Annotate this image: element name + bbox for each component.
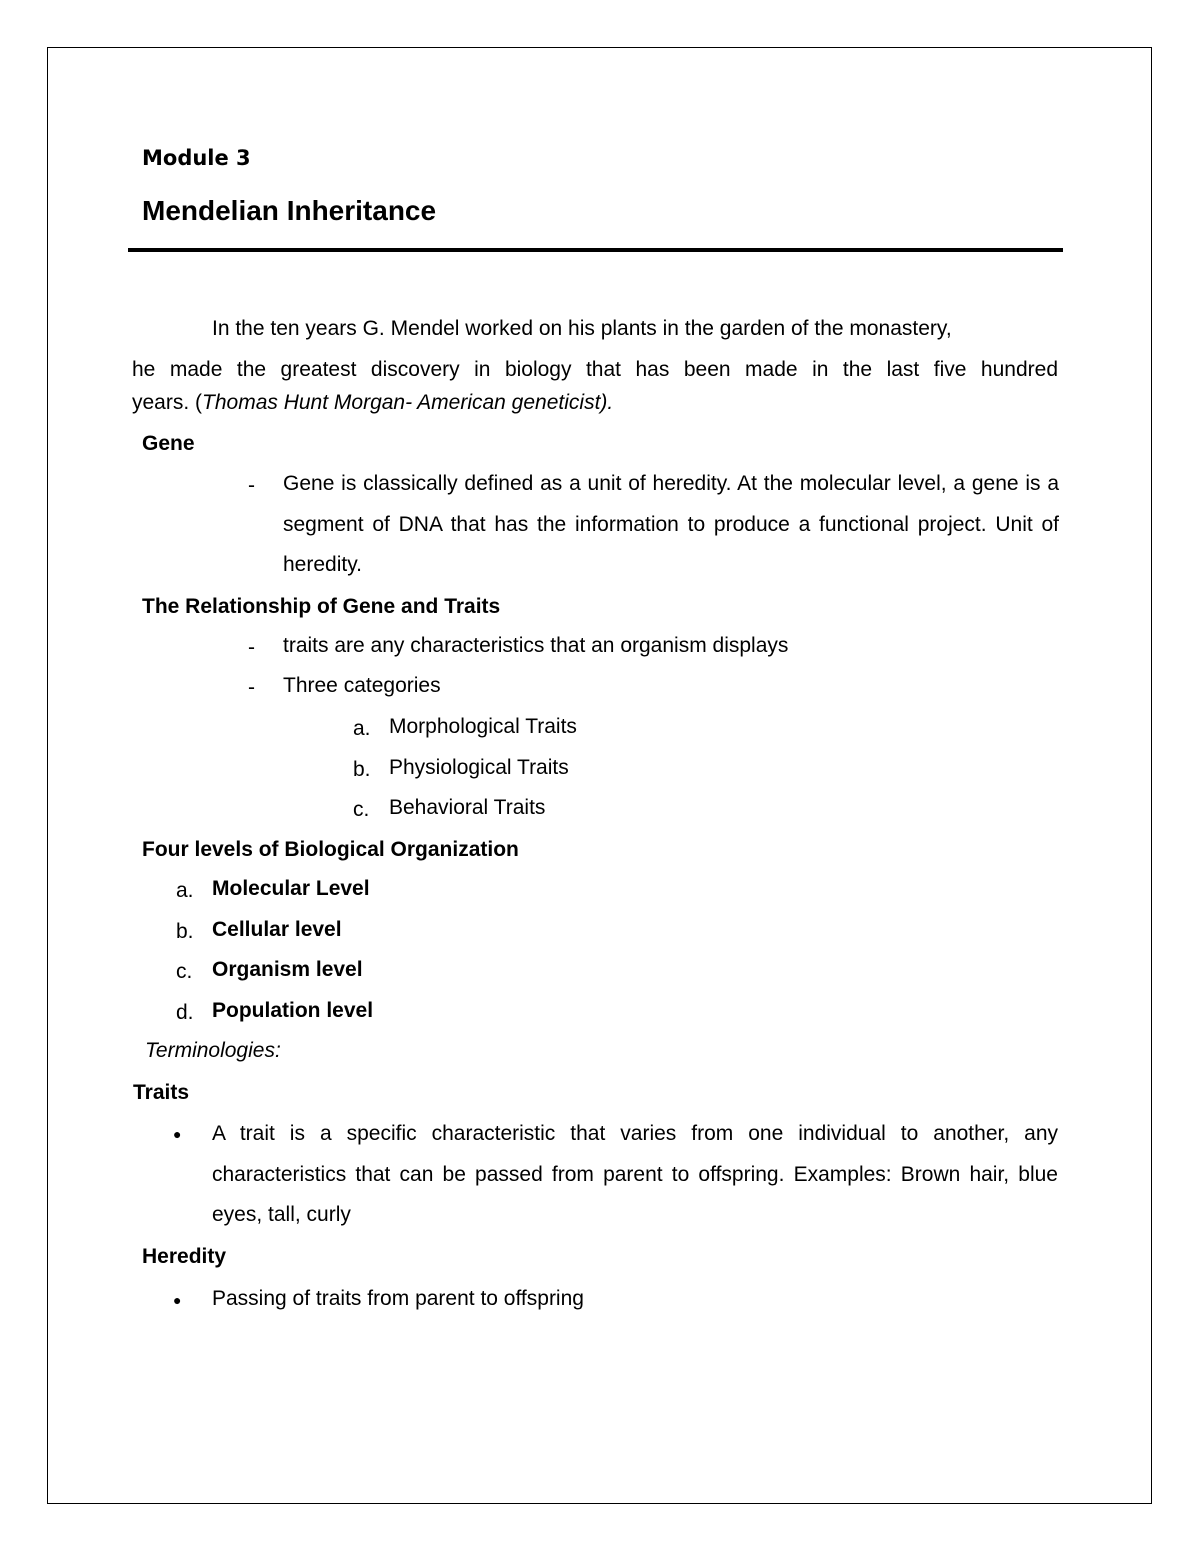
level-marker-d: d. xyxy=(176,1001,194,1024)
traits-definition: A trait is a specific characteristic that varies from one individual to another, any characteristics that can be passed from parent to offspring. Examples: Brown hair, blue eyes, tall, curly xyxy=(212,1122,1058,1227)
relationship-item-2: Three categories xyxy=(283,674,441,697)
gene-dash: - xyxy=(248,474,255,497)
level-marker-a: a. xyxy=(176,879,194,902)
category-marker-c: c. xyxy=(353,798,370,821)
heredity-heading: Heredity xyxy=(142,1245,227,1268)
traits-heading: Traits xyxy=(133,1081,190,1104)
title-rule xyxy=(128,248,1063,252)
category-morphological: Morphological Traits xyxy=(389,715,577,738)
level-organism: Organism level xyxy=(212,958,363,981)
intro-line-2: he made the greatest discovery in biology that has been made in the last five hundred xyxy=(132,358,1058,381)
level-population: Population level xyxy=(212,999,374,1022)
gene-heading: Gene xyxy=(142,432,195,455)
terminologies-label: Terminologies: xyxy=(145,1039,281,1062)
heredity-bullet: ● xyxy=(173,1292,182,1308)
level-marker-b: b. xyxy=(176,920,194,943)
category-marker-b: b. xyxy=(353,758,371,781)
level-marker-c: c. xyxy=(176,960,193,983)
gene-definition: Gene is classically defined as a unit of heredity. At the molecular level, a gene is a segment of DNA that has the information to produce a functional project. Unit of heredity. xyxy=(283,472,1059,577)
page-title: Mendelian Inheritance xyxy=(142,195,437,226)
relationship-dash-1: - xyxy=(248,636,255,659)
category-physiological: Physiological Traits xyxy=(389,756,569,779)
intro-line-3 xyxy=(132,383,613,424)
levels-heading: Four levels of Biological Organization xyxy=(142,838,519,861)
module-label: Module 3 xyxy=(142,146,251,170)
category-marker-a: a. xyxy=(353,717,371,740)
level-cellular: Cellular level xyxy=(212,918,342,941)
traits-bullet: ● xyxy=(173,1126,182,1142)
relationship-heading: The Relationship of Gene and Traits xyxy=(142,595,501,618)
level-molecular: Molecular Level xyxy=(212,877,370,900)
intro-citation: Thomas Hunt Morgan- American geneticist). xyxy=(202,391,614,414)
intro-line-1: In the ten years G. Mendel worked on his plants in the garden of the monastery, xyxy=(212,317,952,340)
relationship-dash-2: - xyxy=(248,676,255,699)
intro-line-3-prefix: years. ( xyxy=(132,391,203,414)
relationship-item-1: traits are any characteristics that an organism displays xyxy=(283,634,789,657)
category-behavioral: Behavioral Traits xyxy=(389,796,546,819)
heredity-definition: Passing of traits from parent to offspring xyxy=(212,1287,584,1310)
